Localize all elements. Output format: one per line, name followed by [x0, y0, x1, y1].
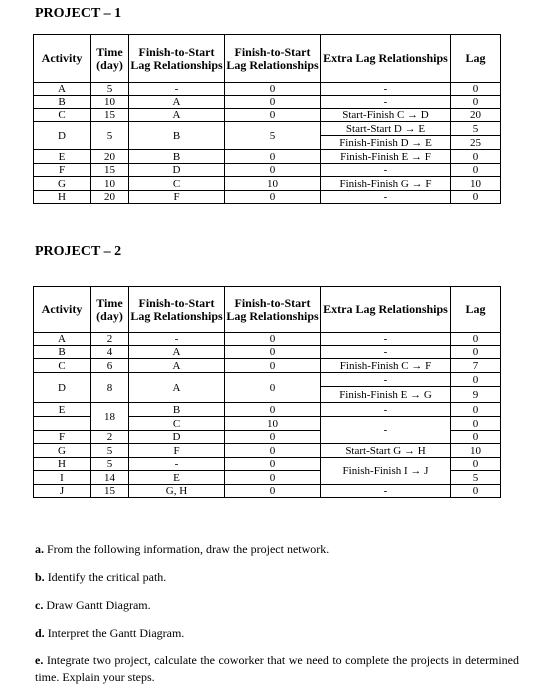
cell-fs-lag: 0: [225, 346, 321, 359]
table-row: [34, 403, 501, 417]
cell-lag: 0: [451, 403, 501, 417]
question-text: Identify the critical path.: [47, 570, 167, 584]
col-header-fs-lag-1: Finish-to-Start Lag Relationships: [129, 35, 225, 83]
col-header-activity: Activity: [34, 287, 91, 333]
col-header-activity: Activity: [34, 35, 91, 83]
cell-time: 10: [91, 177, 129, 191]
cell-extra-lag: Start-Start G → H: [321, 444, 451, 458]
cell-activity: F: [34, 431, 91, 444]
cell-lag: 0: [451, 485, 501, 498]
cell-lag: 0: [451, 373, 501, 387]
cell-lag: 0: [451, 431, 501, 444]
cell-fs-predecessor: B: [129, 122, 225, 150]
cell-fs-predecessor: B: [129, 150, 225, 164]
cell-lag: 0: [451, 150, 501, 164]
cell-lag: 10: [451, 444, 501, 458]
cell-lag: 0: [451, 83, 501, 96]
cell-extra-lag: Start-Finish C → D: [321, 109, 451, 122]
cell-fs-lag: 0: [225, 164, 321, 177]
cell-time: 15: [91, 164, 129, 177]
table-row: [34, 373, 501, 387]
cell-fs-predecessor: F: [129, 191, 225, 204]
cell-fs-predecessor: A: [129, 96, 225, 109]
cell-activity: A: [34, 83, 91, 96]
cell-extra-lag: Finish-Finish C → F: [321, 359, 451, 373]
cell-time: 4: [91, 346, 129, 359]
cell-fs-predecessor: -: [129, 83, 225, 96]
cell-extra-lag: Finish-Finish G → F: [321, 177, 451, 191]
table-row: [34, 83, 501, 96]
cell-fs-lag: 0: [225, 458, 321, 471]
cell-time: 15: [91, 109, 129, 122]
table-header-row: [34, 287, 501, 333]
cell-time: 2: [91, 431, 129, 444]
cell-time: 5: [91, 122, 129, 150]
cell-activity: H: [34, 458, 91, 471]
cell-activity: A: [34, 333, 91, 346]
cell-activity: H: [34, 191, 91, 204]
cell-activity: B: [34, 346, 91, 359]
col-header-lag: Lag: [451, 287, 501, 333]
table-row: [34, 485, 501, 498]
cell-time: 20: [91, 150, 129, 164]
cell-lag: 0: [451, 417, 501, 431]
col-header-time: Time (day): [91, 35, 129, 83]
table-row: [34, 458, 501, 471]
cell-lag: 20: [451, 109, 501, 122]
cell-time: 2: [91, 333, 129, 346]
cell-lag: 9: [451, 387, 501, 403]
question-label: e.: [35, 653, 44, 667]
cell-fs-predecessor: G, H: [129, 485, 225, 498]
col-header-extra-lag: Extra Lag Relationships: [321, 287, 451, 333]
table-row: [34, 359, 501, 373]
table-row: [34, 333, 501, 346]
cell-fs-lag: 0: [225, 109, 321, 122]
table-row: [34, 150, 501, 164]
cell-lag: 0: [451, 346, 501, 359]
question-text: Draw Gantt Diagram.: [46, 598, 151, 612]
question-label: a.: [35, 542, 44, 556]
question-c: [35, 597, 151, 614]
cell-activity: F: [34, 164, 91, 177]
cell-extra-lag: -: [321, 485, 451, 498]
cell-extra-lag: -: [321, 373, 451, 387]
cell-fs-lag: 0: [225, 359, 321, 373]
cell-activity: [34, 417, 91, 431]
cell-fs-predecessor: A: [129, 359, 225, 373]
cell-activity: I: [34, 471, 91, 485]
project-1-title: PROJECT – 1: [35, 6, 122, 21]
cell-lag: 25: [451, 136, 501, 150]
cell-fs-predecessor: A: [129, 109, 225, 122]
question-a: [35, 541, 329, 558]
cell-fs-predecessor: A: [129, 373, 225, 403]
cell-extra-lag: Start-Start D → E: [321, 122, 451, 136]
project-2-title: PROJECT – 2: [35, 244, 122, 259]
cell-fs-lag: 0: [225, 191, 321, 204]
cell-activity: J: [34, 485, 91, 498]
question-b: [35, 569, 166, 586]
cell-lag: 10: [451, 177, 501, 191]
cell-fs-lag: 0: [225, 333, 321, 346]
cell-fs-predecessor: C: [129, 177, 225, 191]
cell-extra-lag: -: [321, 346, 451, 359]
cell-fs-lag: 0: [225, 150, 321, 164]
cell-extra-lag: -: [321, 191, 451, 204]
cell-fs-lag: 5: [225, 122, 321, 150]
cell-fs-predecessor: D: [129, 431, 225, 444]
question-text: Integrate two project, calculate the coworker that we need to complete the projects in determined time. Explain your steps.: [35, 653, 520, 684]
cell-fs-predecessor: A: [129, 346, 225, 359]
col-header-fs-lag-1: Finish-to-Start Lag Relationships: [129, 287, 225, 333]
cell-fs-lag: 0: [225, 444, 321, 458]
table-row: [34, 177, 501, 191]
cell-extra-lag: -: [321, 83, 451, 96]
cell-activity: C: [34, 109, 91, 122]
cell-extra-lag: -: [321, 333, 451, 346]
table-row: [34, 191, 501, 204]
cell-fs-lag: 10: [225, 417, 321, 431]
cell-fs-predecessor: B: [129, 403, 225, 417]
cell-fs-predecessor: -: [129, 458, 225, 471]
cell-lag: 0: [451, 458, 501, 471]
cell-lag: 0: [451, 164, 501, 177]
cell-extra-lag: Finish-Finish I → J: [321, 458, 451, 485]
cell-time: 6: [91, 359, 129, 373]
cell-time: 5: [91, 83, 129, 96]
col-header-lag: Lag: [451, 35, 501, 83]
cell-time: 15: [91, 485, 129, 498]
cell-time: 10: [91, 96, 129, 109]
cell-time: 14: [91, 471, 129, 485]
cell-activity: C: [34, 359, 91, 373]
table-row: [34, 346, 501, 359]
table-row: [34, 164, 501, 177]
col-header-fs-lag-2: Finish-to-Start Lag Relationships: [225, 287, 321, 333]
cell-fs-predecessor: E: [129, 471, 225, 485]
cell-activity: B: [34, 96, 91, 109]
cell-lag: 5: [451, 471, 501, 485]
table-row: [34, 109, 501, 122]
cell-activity: G: [34, 177, 91, 191]
question-label: b.: [35, 570, 45, 584]
cell-extra-lag: Finish-Finish E → F: [321, 150, 451, 164]
question-label: d.: [35, 626, 45, 640]
cell-activity: D: [34, 122, 91, 150]
cell-fs-predecessor: C: [129, 417, 225, 431]
cell-fs-lag: 0: [225, 373, 321, 403]
cell-time: 5: [91, 444, 129, 458]
cell-activity: D: [34, 373, 91, 403]
cell-time: 8: [91, 373, 129, 403]
cell-fs-lag: 0: [225, 83, 321, 96]
cell-extra-lag: -: [321, 403, 451, 417]
table-row: [34, 444, 501, 458]
cell-fs-predecessor: F: [129, 444, 225, 458]
cell-extra-lag: -: [321, 164, 451, 177]
cell-lag: 0: [451, 96, 501, 109]
cell-time: 18: [91, 403, 129, 431]
question-e: [35, 652, 519, 686]
question-label: c.: [35, 598, 44, 612]
cell-fs-lag: 0: [225, 96, 321, 109]
table-row: [34, 96, 501, 109]
cell-fs-predecessor: D: [129, 164, 225, 177]
question-text: From the following information, draw the project network.: [47, 542, 330, 556]
cell-time: 5: [91, 458, 129, 471]
cell-lag: 0: [451, 191, 501, 204]
cell-extra-lag: Finish-Finish E → G: [321, 387, 451, 403]
question-d: [35, 625, 184, 642]
table-header-row: [34, 35, 501, 83]
cell-lag: 5: [451, 122, 501, 136]
col-header-fs-lag-2: Finish-to-Start Lag Relationships: [225, 35, 321, 83]
cell-activity: E: [34, 150, 91, 164]
cell-lag: 7: [451, 359, 501, 373]
cell-fs-lag: 0: [225, 403, 321, 417]
cell-extra-lag: -: [321, 96, 451, 109]
project-1-table: [33, 34, 501, 204]
cell-activity: G: [34, 444, 91, 458]
cell-fs-lag: 0: [225, 431, 321, 444]
cell-fs-lag: 0: [225, 485, 321, 498]
cell-activity: E: [34, 403, 91, 417]
cell-extra-lag: -: [321, 417, 451, 444]
col-header-time: Time (day): [91, 287, 129, 333]
cell-fs-lag: 0: [225, 471, 321, 485]
cell-lag: 0: [451, 333, 501, 346]
question-text: Interpret the Gantt Diagram.: [47, 626, 185, 640]
cell-fs-predecessor: -: [129, 333, 225, 346]
cell-time: 20: [91, 191, 129, 204]
table-row: [34, 122, 501, 136]
cell-fs-lag: 10: [225, 177, 321, 191]
col-header-extra-lag: Extra Lag Relationships: [321, 35, 451, 83]
project-2-table: [33, 286, 501, 498]
cell-extra-lag: Finish-Finish D → E: [321, 136, 451, 150]
